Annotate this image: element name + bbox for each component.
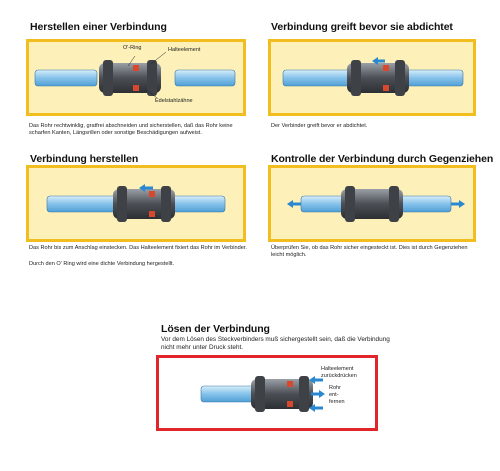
section-4-title: Kontrolle der Verbindung durch Gegenziehen bbox=[271, 153, 494, 165]
callout-halteelement: Halteelement bbox=[168, 47, 201, 53]
callout-zurueckdruecken: zurückdrücken bbox=[321, 373, 357, 379]
section-5-illustration-frame bbox=[156, 355, 378, 431]
section-3-description-2: Durch den O' Ring wird eine dichte Verbindung hergestellt. bbox=[29, 261, 175, 267]
section-2-illustration-frame bbox=[268, 39, 476, 116]
section-2-description: Der Verbinder greift bevor er abdichtet. bbox=[271, 123, 368, 129]
section-1-description: Das Rohr rechtwinklig, gratfrei abschneiden und sicherstellen, daß das Rohr keine scharfen Kanten, Längsrillen oder sonstige Beschädigungen aufweist. bbox=[29, 123, 233, 136]
callout-ent: ent- bbox=[329, 392, 339, 398]
section-4-description: Überprüfen Sie, ob das Rohr sicher eingesteckt ist. Dies ist durch Gegenziehen leicht möglich. bbox=[271, 245, 468, 258]
section-3-title: Verbindung herstellen bbox=[30, 153, 139, 165]
callout-oring: O'-Ring bbox=[123, 45, 142, 51]
section-1-title: Herstellen einer Verbindung bbox=[30, 21, 167, 33]
section-5-title: Lösen der Verbindung bbox=[161, 323, 270, 335]
callout-edelstahlzaehne: Edelstahlzähne bbox=[155, 98, 193, 104]
pipe-left bbox=[35, 70, 97, 86]
pipe-right bbox=[175, 70, 235, 86]
fitting-illustration-2 bbox=[271, 42, 473, 113]
callout-rohr: Rohr bbox=[329, 385, 341, 391]
fitting-illustration-1 bbox=[29, 42, 243, 113]
section-3-illustration-frame bbox=[26, 165, 246, 242]
section-5-description: Vor dem Lösen des Steckverbinders muß sichergestellt sein, daß die Verbindung nicht mehr unter Druck steht. bbox=[161, 336, 390, 351]
section-3-description: Das Rohr bis zum Anschlag einstecken. Das Halteelement fixiert das Rohr im Verbinder. bbox=[29, 245, 247, 251]
callout-halteelement: Halteelement bbox=[321, 366, 354, 372]
section-2-title: Verbindung greift bevor sie abdichtet bbox=[271, 21, 453, 33]
arrow-left-icon bbox=[287, 200, 301, 208]
callout-fernen: fernen bbox=[329, 399, 345, 405]
arrow-right-icon bbox=[311, 390, 325, 398]
fitting-illustration-4 bbox=[271, 168, 473, 239]
arrow-right-icon bbox=[451, 200, 465, 208]
o-ring bbox=[133, 65, 139, 71]
section-1-illustration-frame bbox=[26, 39, 246, 116]
section-4-illustration-frame bbox=[268, 165, 476, 242]
fitting-illustration-3 bbox=[29, 168, 243, 239]
